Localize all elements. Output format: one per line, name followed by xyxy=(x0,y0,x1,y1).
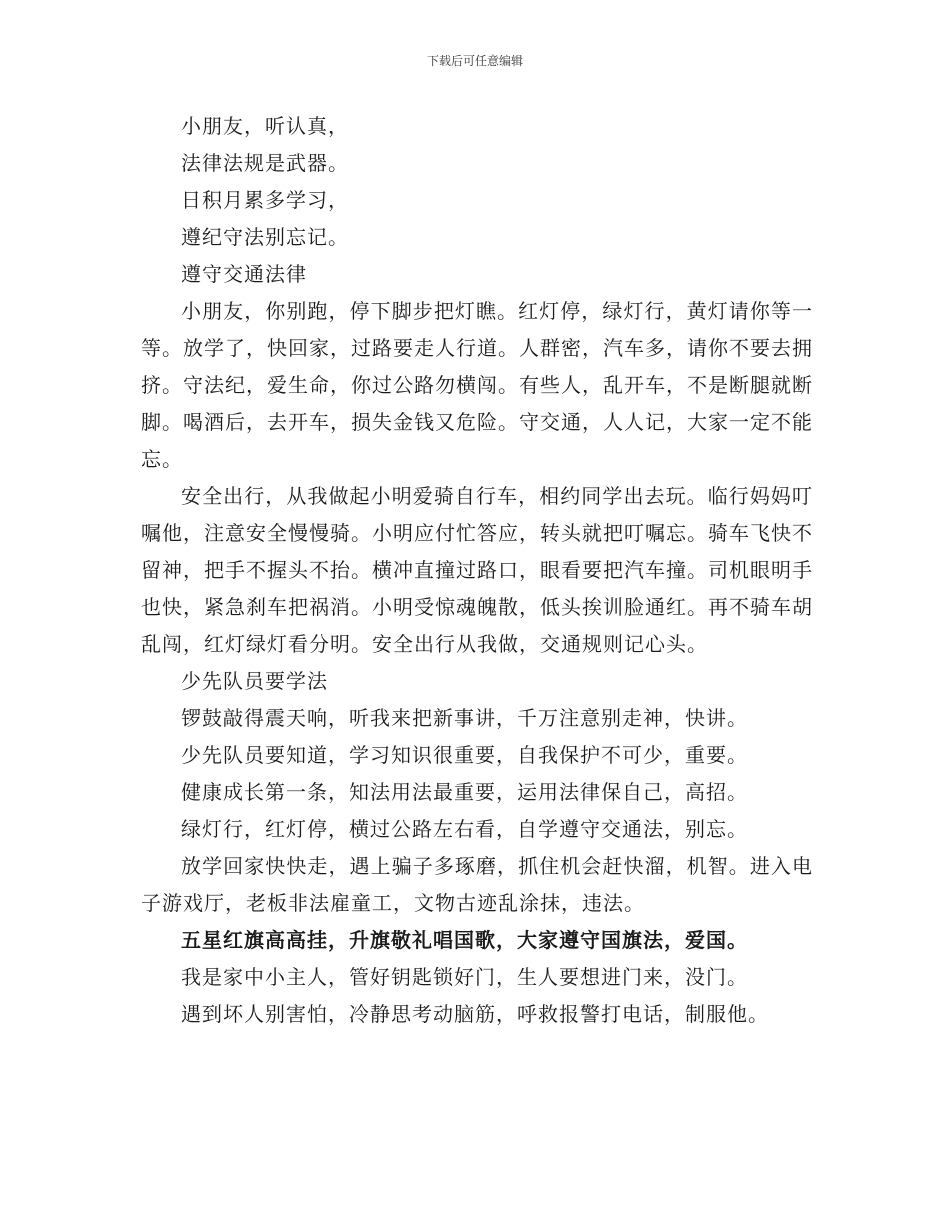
document-body xyxy=(141,108,813,1033)
bold-paragraph: 五星红旗高高挂，升旗敬礼唱国歌，大家遵守国旗法，爱国。 xyxy=(181,928,748,952)
paragraph: 小朋友，你别跑，停下脚步把灯瞧。红灯停，绿灯行，黄灯请你等一等。放学了，快回家，过路要走人行道。人群密，汽车多，请你不要去拥挤。守法纪，爱生命，你过公路勿横闯。有些人，乱开车，不是断腿就断脚。喝酒后，去开车，损失金钱又危险。守交通，人人记，大家一定不能忘。 xyxy=(141,299,813,471)
paragraph: 遵纪守法别忘记。 xyxy=(181,225,349,249)
paragraph: 遇到坏人别害怕，冷静思考动脑筋，呼救报警打电话，制服他。 xyxy=(181,1002,769,1026)
page-header: 下载后可任意编辑 xyxy=(426,54,523,68)
paragraph: 锣鼓敲得震天响，听我来把新事讲，千万注意别走神，快讲。 xyxy=(181,706,748,730)
paragraph: 少先队员要知道，学习知识很重要，自我保护不可少，重要。 xyxy=(181,743,748,767)
paragraph: 安全出行，从我做起小明爱骑自行车，相约同学出去玩。临行妈妈叮嘱他，注意安全慢慢骑。小明应付忙答应，转头就把叮嘱忘。骑车飞快不留神，把手不握头不抬。横冲直撞过路口，眼看要把汽车撞。司机眼明手也快，紧急刹车把祸消。小明受惊魂魄散，低头挨训脸通红。再不骑车胡乱闯，红灯绿灯看分明。安全出行从我做，交通规则记心头。 xyxy=(141,484,813,656)
paragraph: 绿灯行，红灯停，横过公路左右看，自学遵守交通法，别忘。 xyxy=(181,817,748,841)
paragraph: 健康成长第一条，知法用法最重要，运用法律保自己，高招。 xyxy=(181,780,748,804)
section-heading: 少先队员要学法 xyxy=(181,669,328,693)
paragraph: 小朋友，听认真， xyxy=(181,114,349,138)
paragraph: 放学回家快快走，遇上骗子多琢磨，抓住机会赶快溜，机智。进入电子游戏厅，老板非法雇童工，文物古迹乱涂抹，违法。 xyxy=(141,854,813,915)
section-heading: 遵守交通法律 xyxy=(181,262,307,286)
paragraph: 日积月累多学习， xyxy=(181,188,349,212)
paragraph: 我是家中小主人，管好钥匙锁好门，生人要想进门来，没门。 xyxy=(181,965,748,989)
paragraph: 法律法规是武器。 xyxy=(181,151,349,175)
